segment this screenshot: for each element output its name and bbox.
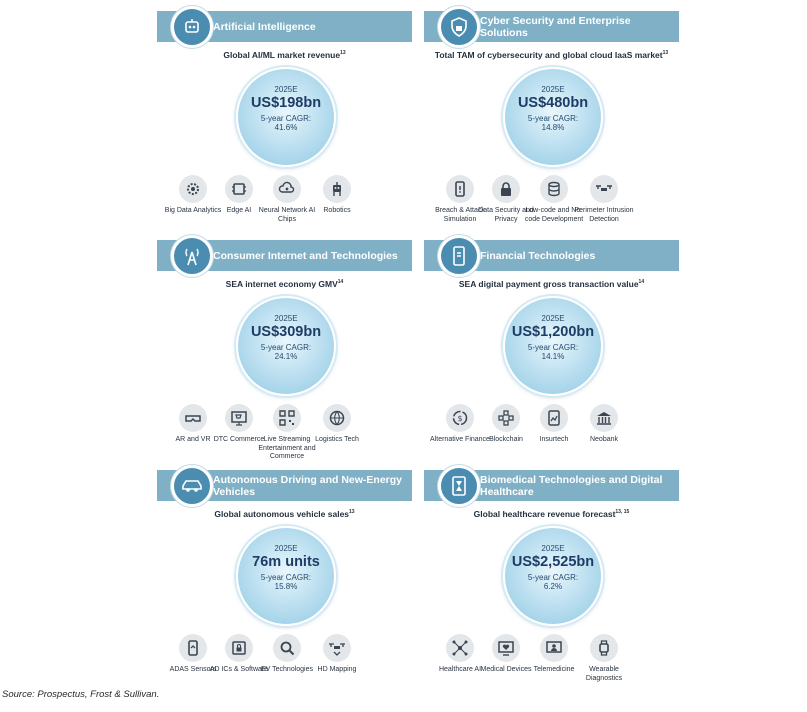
cagr-label: 5-year CAGR: xyxy=(527,573,579,582)
subsector-list xyxy=(157,634,412,694)
subsector-label: AD ICs & Software xyxy=(209,666,269,673)
subsector-item xyxy=(572,404,636,445)
subsector-label: Insurtech xyxy=(539,436,569,443)
cagr-value: 15.8% xyxy=(274,582,298,591)
subsector-label: EV Technologies xyxy=(260,666,314,673)
metric-footnote-ref: 14 xyxy=(638,279,645,286)
forecast-year: 2025E xyxy=(274,544,298,553)
doctor-screen-icon xyxy=(540,634,568,662)
subsector-item xyxy=(305,175,369,216)
hourglass-phone-icon xyxy=(438,465,480,507)
metric-label-text: Global AI/ML market revenue xyxy=(223,50,341,60)
metric-label xyxy=(157,509,412,519)
subsector-label: Medical Devices xyxy=(480,666,532,673)
cloud-network-icon xyxy=(273,175,301,203)
forecast-year: 2025E xyxy=(541,314,565,323)
shield-lock-icon xyxy=(438,6,480,48)
drone-icon xyxy=(590,175,618,203)
panel-title: Consumer Internet and Technologies xyxy=(213,249,398,262)
coin-cycle-icon xyxy=(446,404,474,432)
metric-label-text: Global healthcare revenue forecast xyxy=(473,509,616,519)
metric-value: US$480bn xyxy=(517,95,589,111)
forecast-year: 2025E xyxy=(541,85,565,94)
panel-6 xyxy=(424,470,679,695)
metric-footnote-ref: 13 xyxy=(662,50,669,57)
subsector-item xyxy=(572,634,636,683)
metric-footnote-ref: 13, 15 xyxy=(615,509,630,516)
subsector-label: Low-code and No-code Development xyxy=(524,207,584,223)
gears-icon xyxy=(179,175,207,203)
heart-monitor-icon xyxy=(492,634,520,662)
cagr-label: 5-year CAGR: xyxy=(260,343,312,352)
panel-5 xyxy=(157,470,412,695)
metric-bubble xyxy=(503,296,603,396)
cagr-label: 5-year CAGR: xyxy=(527,343,579,352)
metric-label-text: Total TAM of cybersecurity and global cloud IaaS market xyxy=(434,50,663,60)
metric-label xyxy=(424,509,679,519)
monitor-cart-icon xyxy=(225,404,253,432)
metric-footnote-ref: 13 xyxy=(349,509,355,516)
metric-bubble xyxy=(503,526,603,626)
lock-icon xyxy=(492,175,520,203)
metric-footnote-ref: 13 xyxy=(340,50,346,57)
cagr-label: 5-year CAGR: xyxy=(527,114,579,123)
robot-icon xyxy=(323,175,351,203)
subsector-label: Data Security and Privacy xyxy=(478,207,534,223)
metric-label-text: SEA internet economy GMV xyxy=(225,279,338,289)
metric-label xyxy=(424,279,679,289)
cagr-value: 24.1% xyxy=(274,352,298,361)
subsector-label: Robotics xyxy=(323,207,351,214)
subsector-label: Telemedicine xyxy=(533,666,575,673)
cagr-value: 41.6% xyxy=(274,123,298,132)
globe-icon xyxy=(323,404,351,432)
car-icon xyxy=(171,465,213,507)
antenna-tower-icon xyxy=(171,235,213,277)
subsector-list xyxy=(424,404,679,464)
subsector-item xyxy=(305,404,369,445)
phone-alert-icon xyxy=(446,175,474,203)
smartwatch-icon xyxy=(590,634,618,662)
subsector-list xyxy=(424,634,679,694)
metric-label-text: SEA digital payment gross transaction value xyxy=(458,279,639,289)
vr-headset-icon xyxy=(179,404,207,432)
cagr-value: 6.2% xyxy=(543,582,563,591)
phone-sensor-icon xyxy=(179,634,207,662)
mobile-chart-icon xyxy=(540,404,568,432)
metric-bubble xyxy=(503,67,603,167)
mobile-payment-icon xyxy=(438,235,480,277)
subsector-list xyxy=(424,175,679,235)
metric-footnote-ref: 14 xyxy=(337,279,344,286)
forecast-year: 2025E xyxy=(274,85,298,94)
subsector-item xyxy=(572,175,636,224)
network-icon xyxy=(446,634,474,662)
subsector-label: Wearable Diagnostics xyxy=(585,666,623,682)
subsector-label: DTC Commerce xyxy=(213,436,265,443)
panel-4 xyxy=(424,240,679,465)
subsector-label: Neural Network AI Chips xyxy=(258,207,316,223)
bank-icon xyxy=(590,404,618,432)
cagr-value: 14.8% xyxy=(541,123,565,132)
forecast-year: 2025E xyxy=(274,314,298,323)
blockchain-icon xyxy=(492,404,520,432)
svg-text:$: $ xyxy=(457,414,463,423)
subsector-label: Edge AI xyxy=(226,207,252,214)
chip-icon xyxy=(225,175,253,203)
panel-title: Cyber Security and Enterprise Solutions xyxy=(480,14,631,39)
metric-label xyxy=(424,50,679,60)
magnifier-icon xyxy=(273,634,301,662)
metric-value: US$198bn xyxy=(250,95,322,111)
panel-title: Biomedical Technologies and Digital Healthcare xyxy=(480,473,663,498)
qr-code-icon xyxy=(273,404,301,432)
metric-bubble xyxy=(236,67,336,167)
panel-3 xyxy=(157,240,412,465)
metric-bubble xyxy=(236,296,336,396)
metric-value: US$2,525bn xyxy=(511,554,595,570)
drone-map-icon xyxy=(323,634,351,662)
panel-1 xyxy=(157,11,412,236)
metric-label-text: Global autonomous vehicle sales xyxy=(214,509,350,519)
metric-label xyxy=(157,50,412,60)
cagr-label: 5-year CAGR: xyxy=(260,114,312,123)
subsector-item xyxy=(305,634,369,675)
metric-value: 76m units xyxy=(252,554,320,570)
cagr-label: 5-year CAGR: xyxy=(260,573,312,582)
subsector-list xyxy=(157,175,412,235)
subsector-label: Perimeter Intrusion Detection xyxy=(574,207,634,223)
subsector-label: Neobank xyxy=(589,436,619,443)
subsector-label: HD Mapping xyxy=(317,666,357,673)
subsector-list xyxy=(157,404,412,464)
panel-title: Autonomous Driving and New-Energy Vehicles xyxy=(213,473,403,498)
database-icon xyxy=(540,175,568,203)
chip-lock-icon xyxy=(225,634,253,662)
subsector-label: Big Data Analytics xyxy=(164,207,222,214)
metric-value: US$1,200bn xyxy=(511,324,595,340)
metric-value: US$309bn xyxy=(250,324,322,340)
robot-head-icon xyxy=(171,6,213,48)
subsector-label: Blockchain xyxy=(489,436,523,443)
subsector-label: Healthcare AI xyxy=(438,666,482,673)
panel-title: Financial Technologies xyxy=(480,249,596,262)
panel-2 xyxy=(424,11,679,236)
subsector-label: ADAS Sensors xyxy=(169,666,217,673)
subsector-label: Breach & Attack Simulation xyxy=(435,207,485,223)
subsector-label: Live Streaming Entertainment and Commerce xyxy=(258,436,316,460)
cagr-value: 14.1% xyxy=(541,352,565,361)
panel-title: Artificial Intelligence xyxy=(213,20,316,33)
subsector-label: Logistics Tech xyxy=(315,436,359,443)
subsector-label: AR and VR xyxy=(175,436,211,443)
forecast-year: 2025E xyxy=(541,544,565,553)
source-note: Source: Prospectus, Frost & Sullivan. xyxy=(2,689,160,700)
subsector-label: Alternative Finance xyxy=(430,436,490,443)
metric-bubble xyxy=(236,526,336,626)
metric-label xyxy=(157,279,412,289)
